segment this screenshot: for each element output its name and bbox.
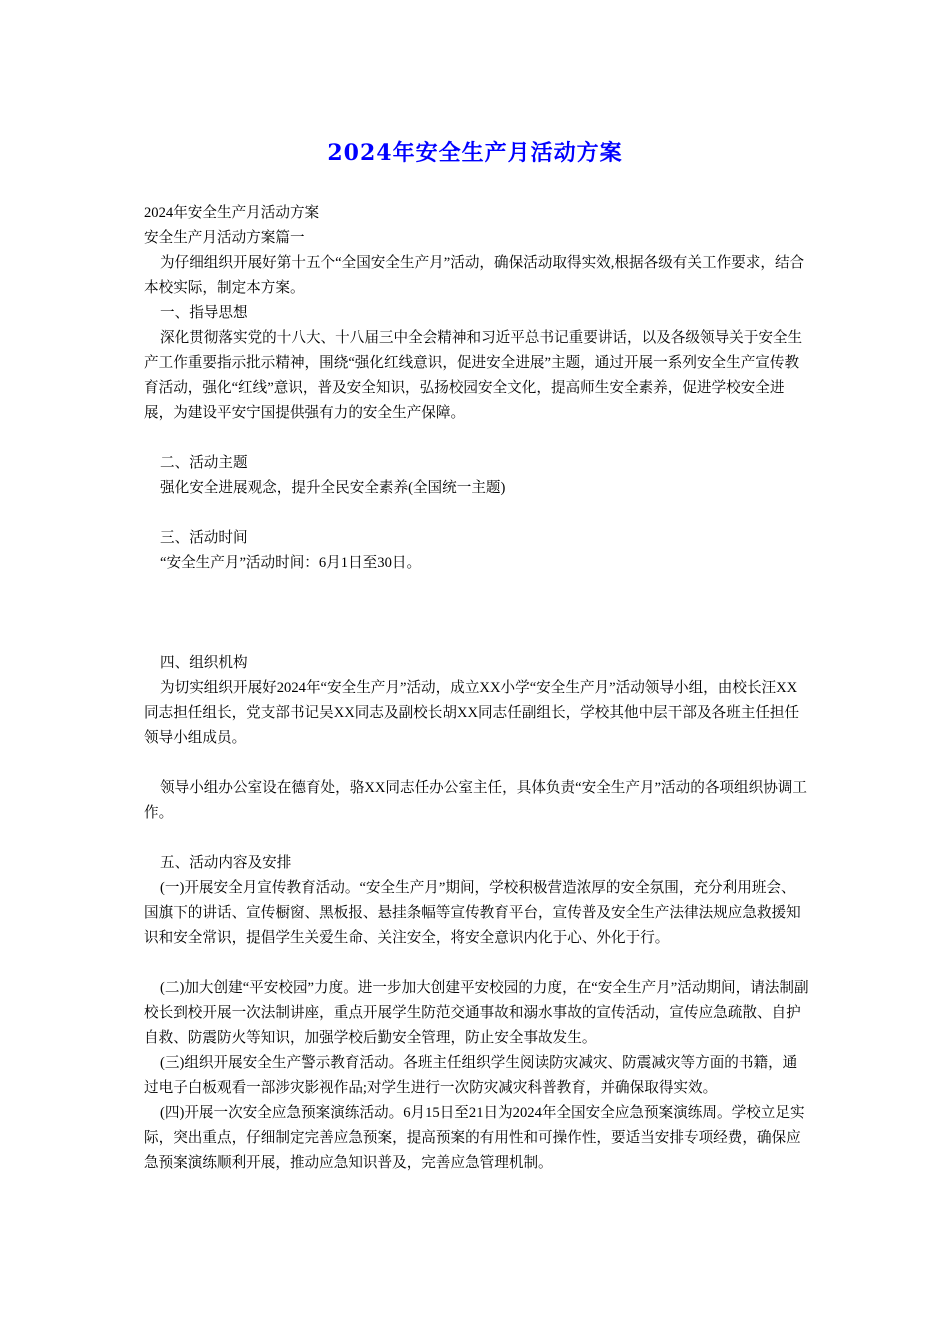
heading-activity-content: 五、活动内容及安排 bbox=[160, 855, 292, 871]
paragraph-activity-4: (四)开展一次安全应急预案演练活动。6月15日至21日为2024年全国安全应急预案演练周。学校立足实际，突出重点，仔细制定完善应急预案，提高预案的有用性和可操作性，要适当安排专项经费，确保应急预案演练顺利开展，推动应急知识普及，完善应急管理机制。 bbox=[144, 1105, 805, 1171]
paragraph-activity-1: (一)开展安全月宣传教育活动。“安全生产月”期间，学校积极营造浓厚的安全氛围，充分利用班会、国旗下的讲话、宣传橱窗、黑板报、悬挂条幅等宣传教育平台，宣传普及安全生产法律法规应急救援知识和安全常识，提倡学生关爱生命、关注安全，将安全意识内化于心、外化于行。 bbox=[144, 880, 801, 946]
heading-guiding-ideology: 一、指导思想 bbox=[160, 305, 248, 321]
paragraph-organization-a: 为切实组织开展好2024年“安全生产月”活动，成立XX小学“安全生产月”活动领导小组，由校长汪XX同志担任组长，党支部书记吴XX同志及副校长胡XX同志任副组长，学校其他中层干部及各班主任担任领导小组成员。 bbox=[144, 680, 800, 746]
heading-organization: 四、组织机构 bbox=[160, 655, 248, 671]
paragraph-activity-3: (三)组织开展安全生产警示教育活动。各班主任组织学生阅读防灾减灾、防震减灾等方面的书籍，通过电子白板观看一部涉灾影视作品;对学生进行一次防灾减灾科普教育，并确保取得实效。 bbox=[144, 1055, 798, 1096]
document-body bbox=[144, 201, 809, 1176]
paragraph-activity-time: “安全生产月”活动时间：6月1日至30日。 bbox=[160, 555, 422, 571]
paragraph-activity-2: (二)加大创建“平安校园”力度。进一步加大创建平安校园的力度，在“安全生产月”活动期间，请法制副校长到校开展一次法制讲座，重点开展学生防范交通事故和溺水事故的宣传活动，宣传应急疏散、自护自救、防震防火等知识，加强学校后勤安全管理，防止安全事故发生。 bbox=[144, 980, 809, 1046]
subtitle-line: 2024年安全生产月活动方案 bbox=[144, 205, 320, 221]
section-label: 安全生产月活动方案篇一 bbox=[144, 230, 305, 246]
heading-activity-time: 三、活动时间 bbox=[160, 530, 248, 546]
paragraph-organization-b: 领导小组办公室设在德育处，骆XX同志任办公室主任，具体负责“安全生产月”活动的各项组织协调工作。 bbox=[144, 780, 807, 821]
heading-activity-theme: 二、活动主题 bbox=[160, 455, 248, 471]
paragraph-guiding-ideology: 深化贯彻落实党的十八大、十八届三中全会精神和习近平总书记重要讲话，以及各级领导关于安全生产工作重要指示批示精神，围绕“强化红线意识，促进安全进展”主题，通过开展一系列安全生产宣传教育活动，强化“红线”意识，普及安全知识，弘扬校园安全文化，提高师生安全素养，促进学校安全进展，为建设平安宁国提供强有力的安全生产保障。 bbox=[144, 330, 803, 421]
intro-paragraph: 为仔细组织开展好第十五个“全国安全生产月”活动，确保活动取得实效,根据各级有关工作要求，结合本校实际，制定本方案。 bbox=[144, 255, 805, 296]
paragraph-activity-theme: 强化安全进展观念，提升全民安全素养(全国统一主题) bbox=[160, 480, 506, 496]
document-title: 2024年安全生产月活动方案 bbox=[327, 140, 623, 166]
